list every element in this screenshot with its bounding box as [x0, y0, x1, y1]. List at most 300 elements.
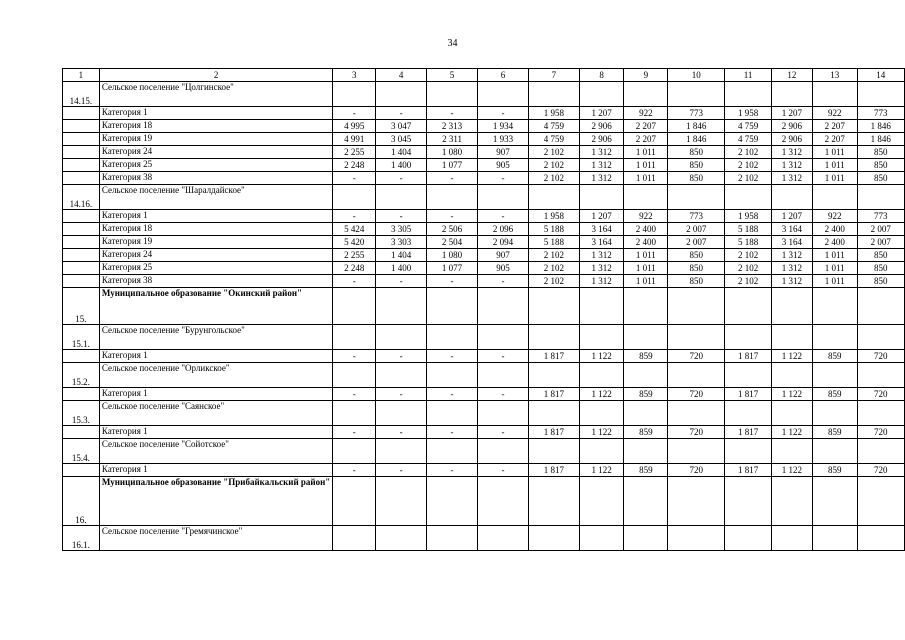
value-cell: 1 011 [812, 275, 857, 288]
value-cell [857, 477, 904, 526]
value-cell: 720 [857, 388, 904, 401]
row-name: Муниципальное образование "Окинский район" [99, 288, 332, 325]
row-number [63, 262, 100, 275]
table-row [63, 146, 905, 159]
value-cell [333, 526, 376, 551]
value-cell: 1 312 [579, 275, 624, 288]
row-number [63, 236, 100, 249]
value-cell: 2 102 [725, 262, 771, 275]
value-cell: - [477, 426, 528, 439]
value-cell: 1 122 [771, 426, 812, 439]
value-cell: 3 164 [579, 223, 624, 236]
value-cell: 2 506 [427, 223, 478, 236]
value-cell: 2 255 [333, 146, 376, 159]
value-cell: 1 934 [477, 120, 528, 133]
value-cell: - [376, 350, 427, 363]
value-cell [857, 185, 904, 210]
value-cell [376, 439, 427, 464]
header-cell: 2 [99, 69, 332, 82]
value-cell: 3 164 [579, 236, 624, 249]
value-cell: 5 188 [528, 236, 579, 249]
value-cell: 1 846 [668, 120, 725, 133]
value-cell [668, 526, 725, 551]
value-cell [333, 439, 376, 464]
value-cell: 1 817 [725, 426, 771, 439]
row-number: 14.15. [63, 82, 100, 107]
header-cell: 6 [477, 69, 528, 82]
table-row [63, 262, 905, 275]
row-name: Категория 1 [99, 210, 332, 223]
value-cell: 1 011 [812, 172, 857, 185]
value-cell: 773 [668, 210, 725, 223]
row-name: Категория 1 [99, 426, 332, 439]
row-number [63, 146, 100, 159]
value-cell [427, 82, 478, 107]
table-body [63, 69, 905, 551]
value-cell [812, 526, 857, 551]
value-cell [771, 439, 812, 464]
value-cell: 1 080 [427, 146, 478, 159]
value-cell: 2 102 [725, 275, 771, 288]
value-cell: - [333, 350, 376, 363]
value-cell [579, 82, 624, 107]
value-cell: 859 [812, 464, 857, 477]
value-cell [668, 82, 725, 107]
value-cell: 5 188 [725, 223, 771, 236]
table-row [63, 185, 905, 210]
value-cell: 850 [668, 159, 725, 172]
value-cell [812, 401, 857, 426]
table-row [63, 236, 905, 249]
row-name: Сельское поселение "Цолгинское" [99, 82, 332, 107]
row-number [63, 426, 100, 439]
value-cell [376, 288, 427, 325]
value-cell: 905 [477, 159, 528, 172]
table-row [63, 350, 905, 363]
value-cell: 1 011 [812, 146, 857, 159]
value-cell: 4 759 [528, 133, 579, 146]
table-row [63, 325, 905, 350]
row-number [63, 159, 100, 172]
value-cell: - [427, 275, 478, 288]
value-cell: 859 [812, 350, 857, 363]
value-cell [624, 185, 668, 210]
row-number [63, 223, 100, 236]
value-cell: 2 906 [579, 120, 624, 133]
value-cell: 922 [624, 107, 668, 120]
table-row [63, 388, 905, 401]
table-row [63, 477, 905, 526]
value-cell [427, 526, 478, 551]
value-cell: 850 [857, 146, 904, 159]
value-cell: 1 011 [812, 249, 857, 262]
value-cell: 1 122 [579, 464, 624, 477]
value-cell: 859 [812, 388, 857, 401]
value-cell: 2 007 [857, 236, 904, 249]
value-cell [725, 526, 771, 551]
value-cell: - [376, 210, 427, 223]
value-cell [333, 477, 376, 526]
value-cell: 859 [624, 350, 668, 363]
value-cell: 1 312 [771, 146, 812, 159]
value-cell: 1 400 [376, 262, 427, 275]
value-cell [725, 401, 771, 426]
value-cell: 850 [668, 262, 725, 275]
value-cell: - [333, 426, 376, 439]
row-number [63, 172, 100, 185]
header-cell: 3 [333, 69, 376, 82]
row-number [63, 249, 100, 262]
value-cell: - [427, 388, 478, 401]
value-cell [857, 325, 904, 350]
value-cell: - [333, 388, 376, 401]
table-row [63, 426, 905, 439]
row-name: Категория 18 [99, 223, 332, 236]
value-cell: 2 906 [579, 133, 624, 146]
value-cell [333, 401, 376, 426]
value-cell [668, 185, 725, 210]
page-number: 34 [447, 38, 458, 49]
value-cell: 1 122 [579, 388, 624, 401]
table-row [63, 275, 905, 288]
value-cell: 1 312 [771, 262, 812, 275]
row-number [63, 350, 100, 363]
table-row [63, 288, 905, 325]
value-cell: 2 102 [528, 146, 579, 159]
value-cell: - [477, 210, 528, 223]
value-cell [812, 363, 857, 388]
value-cell: 1 312 [771, 172, 812, 185]
row-name: Категория 24 [99, 249, 332, 262]
value-cell [725, 82, 771, 107]
value-cell: 2 400 [624, 223, 668, 236]
value-cell: 1 958 [528, 210, 579, 223]
row-number: 16.1. [63, 526, 100, 551]
value-cell: 1 312 [579, 262, 624, 275]
value-cell [376, 82, 427, 107]
row-number [63, 210, 100, 223]
row-name: Сельское поселение "Саянское" [99, 401, 332, 426]
value-cell [528, 401, 579, 426]
value-cell [376, 526, 427, 551]
value-cell: 2 400 [624, 236, 668, 249]
value-cell: - [477, 107, 528, 120]
value-cell: 773 [668, 107, 725, 120]
value-cell [725, 439, 771, 464]
value-cell: 922 [624, 210, 668, 223]
value-cell [427, 363, 478, 388]
value-cell: 1 011 [624, 249, 668, 262]
row-name: Категория 1 [99, 350, 332, 363]
value-cell: 2 102 [528, 249, 579, 262]
row-name: Сельское поселение "Орликское" [99, 363, 332, 388]
value-cell [376, 363, 427, 388]
table-row [63, 159, 905, 172]
value-cell: 922 [812, 107, 857, 120]
value-cell: 850 [857, 262, 904, 275]
value-cell: 1 011 [812, 159, 857, 172]
header-cell: 13 [812, 69, 857, 82]
value-cell [624, 477, 668, 526]
value-cell: 1 400 [376, 159, 427, 172]
value-cell: 1 817 [528, 426, 579, 439]
value-cell: 1 958 [725, 210, 771, 223]
row-name: Муниципальное образование "Прибайкальский район" [99, 477, 332, 526]
value-cell [857, 439, 904, 464]
value-cell [771, 477, 812, 526]
value-cell: 3 305 [376, 223, 427, 236]
header-cell: 1 [63, 69, 100, 82]
header-cell: 9 [624, 69, 668, 82]
table-row [63, 363, 905, 388]
value-cell: 2 248 [333, 159, 376, 172]
value-cell [427, 288, 478, 325]
value-cell [771, 363, 812, 388]
row-name: Категория 1 [99, 464, 332, 477]
row-name: Сельское поселение "Шаралдайское" [99, 185, 332, 210]
value-cell: 720 [668, 426, 725, 439]
value-cell: 2 207 [812, 133, 857, 146]
value-cell [579, 477, 624, 526]
row-number [63, 464, 100, 477]
value-cell [477, 363, 528, 388]
value-cell: - [477, 464, 528, 477]
table-row [63, 223, 905, 236]
header-cell: 5 [427, 69, 478, 82]
value-cell [579, 185, 624, 210]
value-cell [771, 401, 812, 426]
value-cell: 907 [477, 146, 528, 159]
value-cell [857, 363, 904, 388]
value-cell: 2 094 [477, 236, 528, 249]
value-cell [771, 526, 812, 551]
value-cell [668, 401, 725, 426]
value-cell: - [376, 275, 427, 288]
value-cell: 1 933 [477, 133, 528, 146]
row-name: Категория 1 [99, 388, 332, 401]
value-cell [376, 325, 427, 350]
value-cell: 1 846 [668, 133, 725, 146]
value-cell [624, 325, 668, 350]
value-cell: 720 [668, 388, 725, 401]
value-cell: - [427, 464, 478, 477]
value-cell: 850 [668, 275, 725, 288]
value-cell: 1 404 [376, 146, 427, 159]
value-cell [477, 288, 528, 325]
value-cell [812, 82, 857, 107]
value-cell: 2 255 [333, 249, 376, 262]
value-cell [376, 185, 427, 210]
value-cell: 1 312 [579, 249, 624, 262]
value-cell: 1 312 [771, 249, 812, 262]
value-cell: 3 303 [376, 236, 427, 249]
table-row [63, 107, 905, 120]
value-cell [668, 363, 725, 388]
row-name: Сельское поселение "Гремячинское" [99, 526, 332, 551]
value-cell: 1 846 [857, 133, 904, 146]
value-cell: 2 102 [528, 159, 579, 172]
value-cell [725, 325, 771, 350]
value-cell: - [333, 107, 376, 120]
value-cell [725, 477, 771, 526]
value-cell: 2 400 [812, 223, 857, 236]
value-cell: 1 312 [579, 159, 624, 172]
value-cell [579, 526, 624, 551]
header-cell: 11 [725, 69, 771, 82]
value-cell: 1 011 [624, 262, 668, 275]
value-cell: - [376, 172, 427, 185]
value-cell: 4 991 [333, 133, 376, 146]
value-cell: 1 077 [427, 159, 478, 172]
value-cell [333, 288, 376, 325]
value-cell [427, 401, 478, 426]
row-name: Категория 19 [99, 236, 332, 249]
value-cell: 2 007 [857, 223, 904, 236]
value-cell [624, 82, 668, 107]
value-cell: 3 047 [376, 120, 427, 133]
value-cell [579, 401, 624, 426]
value-cell: 850 [668, 146, 725, 159]
value-cell: 2 248 [333, 262, 376, 275]
value-cell [668, 439, 725, 464]
value-cell: 859 [624, 388, 668, 401]
row-name: Категория 38 [99, 275, 332, 288]
value-cell: - [427, 426, 478, 439]
value-cell: 1 122 [579, 350, 624, 363]
value-cell [376, 477, 427, 526]
value-cell [528, 439, 579, 464]
value-cell [771, 288, 812, 325]
header-cell: 14 [857, 69, 904, 82]
value-cell: 2 906 [771, 120, 812, 133]
row-name: Категория 18 [99, 120, 332, 133]
value-cell: 720 [857, 464, 904, 477]
value-cell: - [477, 350, 528, 363]
value-cell [528, 185, 579, 210]
row-number: 15.1. [63, 325, 100, 350]
value-cell: 1 122 [771, 464, 812, 477]
value-cell [477, 82, 528, 107]
value-cell [427, 439, 478, 464]
value-cell: 1 404 [376, 249, 427, 262]
value-cell: 1 846 [857, 120, 904, 133]
value-cell: 1 817 [528, 388, 579, 401]
value-cell: 1 011 [624, 275, 668, 288]
value-cell: 2 102 [528, 172, 579, 185]
value-cell: - [333, 210, 376, 223]
value-cell: 850 [668, 249, 725, 262]
value-cell: 2 102 [725, 249, 771, 262]
table-row [63, 439, 905, 464]
value-cell: 907 [477, 249, 528, 262]
value-cell: 850 [668, 172, 725, 185]
value-cell: 1 958 [528, 107, 579, 120]
value-cell: 1 207 [579, 107, 624, 120]
value-cell: 2 207 [812, 120, 857, 133]
value-cell: - [333, 464, 376, 477]
value-cell: 905 [477, 262, 528, 275]
value-cell: 1 817 [528, 350, 579, 363]
value-cell [333, 82, 376, 107]
value-cell [857, 526, 904, 551]
row-number: 15.2. [63, 363, 100, 388]
value-cell: 3 045 [376, 133, 427, 146]
table-row [63, 210, 905, 223]
row-number [63, 133, 100, 146]
value-cell: 2 102 [528, 262, 579, 275]
row-name: Категория 1 [99, 107, 332, 120]
value-cell [624, 401, 668, 426]
value-cell: 1 011 [624, 146, 668, 159]
row-number: 14.16. [63, 185, 100, 210]
row-number: 15.3. [63, 401, 100, 426]
table-row [63, 120, 905, 133]
value-cell: 3 164 [771, 223, 812, 236]
value-cell: 2 096 [477, 223, 528, 236]
value-cell [725, 185, 771, 210]
value-cell: 850 [857, 172, 904, 185]
header-cell: 10 [668, 69, 725, 82]
value-cell [528, 363, 579, 388]
value-cell: 4 759 [528, 120, 579, 133]
value-cell: 720 [857, 426, 904, 439]
value-cell: 720 [668, 464, 725, 477]
header-cell: 8 [579, 69, 624, 82]
header-cell: 7 [528, 69, 579, 82]
value-cell: 1 312 [579, 146, 624, 159]
tariff-table [62, 68, 905, 551]
value-cell: 1 011 [812, 262, 857, 275]
value-cell [725, 363, 771, 388]
value-cell: 5 420 [333, 236, 376, 249]
value-cell: 2 400 [812, 236, 857, 249]
value-cell: 1 817 [725, 350, 771, 363]
row-number: 15. [63, 288, 100, 325]
row-name: Категория 25 [99, 159, 332, 172]
value-cell [477, 526, 528, 551]
value-cell: - [333, 172, 376, 185]
value-cell [579, 363, 624, 388]
value-cell [624, 363, 668, 388]
value-cell: - [376, 426, 427, 439]
value-cell: 4 759 [725, 120, 771, 133]
value-cell: 1 207 [579, 210, 624, 223]
value-cell [528, 325, 579, 350]
value-cell [427, 185, 478, 210]
value-cell: 859 [812, 426, 857, 439]
value-cell [528, 82, 579, 107]
value-cell: 2 504 [427, 236, 478, 249]
value-cell [333, 185, 376, 210]
value-cell [771, 82, 812, 107]
value-cell [668, 477, 725, 526]
value-cell: 2 102 [725, 159, 771, 172]
value-cell: 850 [857, 275, 904, 288]
value-cell: 850 [857, 159, 904, 172]
value-cell [427, 325, 478, 350]
value-cell: 2 313 [427, 120, 478, 133]
value-cell [771, 185, 812, 210]
row-number [63, 275, 100, 288]
value-cell [579, 439, 624, 464]
value-cell: 773 [857, 107, 904, 120]
value-cell: 859 [624, 464, 668, 477]
value-cell: 5 188 [528, 223, 579, 236]
table-row [63, 249, 905, 262]
value-cell: 4 759 [725, 133, 771, 146]
value-cell: - [477, 388, 528, 401]
value-cell: - [477, 172, 528, 185]
